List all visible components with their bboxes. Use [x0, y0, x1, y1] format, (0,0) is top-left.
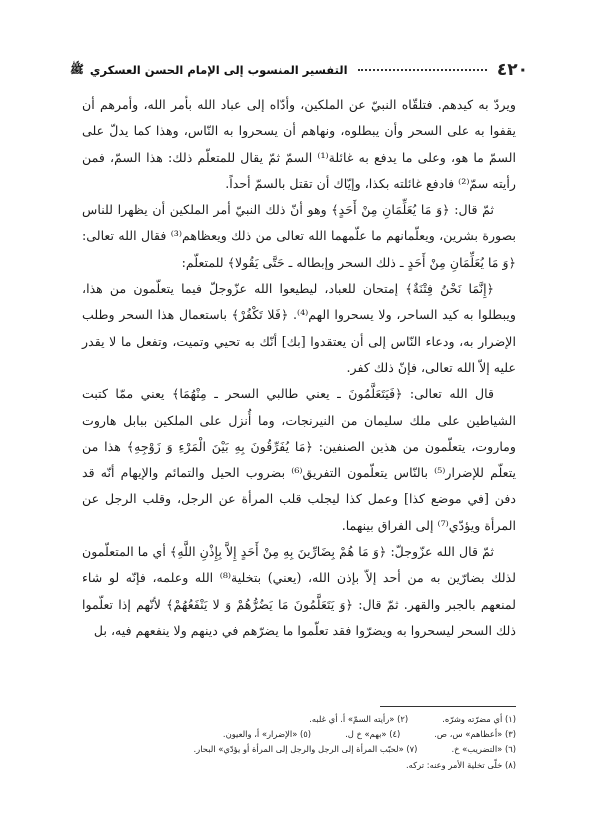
paragraph-1: ويردّ به كيدهم. فتلقّاه النبيّ عن الملكين، وأدّاه إلى عباد الله بأمر الله، وأمرهم أن يقفوا به على السحر وأن يبطلوه، ونهاهم أن يسحروا به النّاس، وهذا كما يدلّ على السمّ ما هو، وعلى ما يدفع به غائلة⁽¹⁾ السمّ ثمّ يقال للمتعلّم ذلك: هذا السمّ، فمن رأيته سمّ⁽²⁾ فادفع غائلته بكذا، وإيّاك أن تقتل بالسمّ أحداً.	[82, 97, 516, 191]
footnote-4: (٤) «بهم» خ ل.	[345, 729, 401, 740]
footnotes	[100, 712, 516, 773]
paragraph-2: ثمّ قال: ﴿وَ مَا يُعَلِّمَانِ مِنْ أَحَدٍ﴾ وهو أنّ ذلك النبيّ أمر الملكين أن يظهرا للناس بصورة بشرين، ويعلّمانهم ما علّمهما الله تعالى من ذلك ويعظاهم⁽³⁾ فقال الله تعالى: ﴿وَ مَا يُعَلِّمَانِ مِنْ أَحَدٍ ـ ذلك السحر وإبطاله ـ حَتَّى يَقُولا﴾ للمتعلّم:	[82, 202, 516, 270]
footnote-7: (٧) «لحبّب المرأة إلى الرجل والرجل إلى المرأة أو يؤدّي» البحار.	[193, 744, 418, 755]
page-header	[70, 58, 528, 83]
footnote-8: (٨) خلّى تخلية الأمر وعنه: تركه.	[406, 759, 516, 770]
footnote-3: (٣) «أعظاهم» س، ص.	[434, 729, 516, 740]
paragraph-5: ثمّ قال الله عزّوجلّ: ﴿وَ مَا هُمْ بِضَارِّينَ بِهِ مِنْ أَحَدٍ إِلاَّ بِإِذْنِ اللَّهِ﴾ أي ما المتعلّمون لذلك بضارّين به من أحد إلاّ بإذن الله، (يعني) بتخلية⁽⁸⁾ الله وعلمه، فإنّه لو شاء لمنعهم بالجبر والقهر. ثمّ قال: ﴿وَ يَتَعَلَّمُونَ مَا يَضُرُّهُمْ وَ لا يَنْفَعُهُمْ﴾ لأنّهم إذا تعلّموا ذلك السحر ليسحروا به ويضرّوا فقد تعلّموا ما يضرّهم في دينهم ولا ينفعهم فيه، بل	[82, 544, 516, 638]
running-title	[70, 62, 348, 79]
main-text	[82, 92, 516, 644]
footnote-2: (٢) «رأيته السمّ» أ. أي غلبه.	[309, 714, 409, 724]
footnote-1: (١) أي مضرّته وشرّه.	[442, 714, 516, 724]
footnote-row	[100, 758, 516, 773]
footnote-5: (٥) «الإضرار» أ، والعيون.	[222, 729, 312, 740]
footnote-row	[100, 727, 516, 742]
footnote-row	[100, 712, 516, 727]
paragraph-4: قال الله تعالى: ﴿فَيَتَعَلَّمُونَ ـ يعني طالبي السحر ـ مِنْهُمَا﴾ يعني ممّا كتبت الشياطين على ملك سليمان من النيرنجات، وما أُنزل على الملكين ببابل هاروت وماروت، يتعلّمون من هذين الصنفين: ﴿مَا يُفَرِّقُونَ بِهِ بَيْنَ الْمَرْءِ وَ زَوْجِهِ﴾ هذا من يتعلّم للإضرار⁽⁵⁾ بالنّاس يتعلّمون التفريق⁽⁶⁾ بضروب الحيل والتمائم والإيهام أنّه قد دفن [في موضع كذا] وعمل كذا ليجلب قلب المرأة عن الرجل، وقلب الرجل عن المرأة ويؤدّي⁽⁷⁾ إلى الفراق بينهما.	[82, 386, 517, 533]
footnote-6: (٦) «التضريب» خ.	[451, 744, 516, 755]
footnote-separator	[380, 706, 516, 707]
running-title-text: التفسير المنسوب إلى الإمام الحسن العسكري	[89, 63, 348, 77]
footnote-row	[100, 742, 516, 757]
header-dotted-rule	[358, 69, 487, 71]
page-number: ٤٢٠	[496, 60, 528, 80]
paragraph-3: ﴿إِنَّمَا نَحْنُ فِتْنَةٌ﴾ إمتحان للعباد، ليطيعوا الله عزّوجلّ فيما يتعلّمون من هذا، ويبطلوا به كيد الساحر، ولا يسحروا الهم⁽⁴⁾. ﴿فَلا تَكْفُرْ﴾ باستعمال هذا السحر وطلب الإضرار به، ودعاء النّاس إلى أن يعتقدوا [بك] أنّك به تحيي وتميت، وتفعل ما لا يقدر عليه إلاّ الله تعالى، فإنّ ذلك كفر.	[82, 281, 516, 375]
honorific-mark: ﷺ	[70, 61, 84, 76]
